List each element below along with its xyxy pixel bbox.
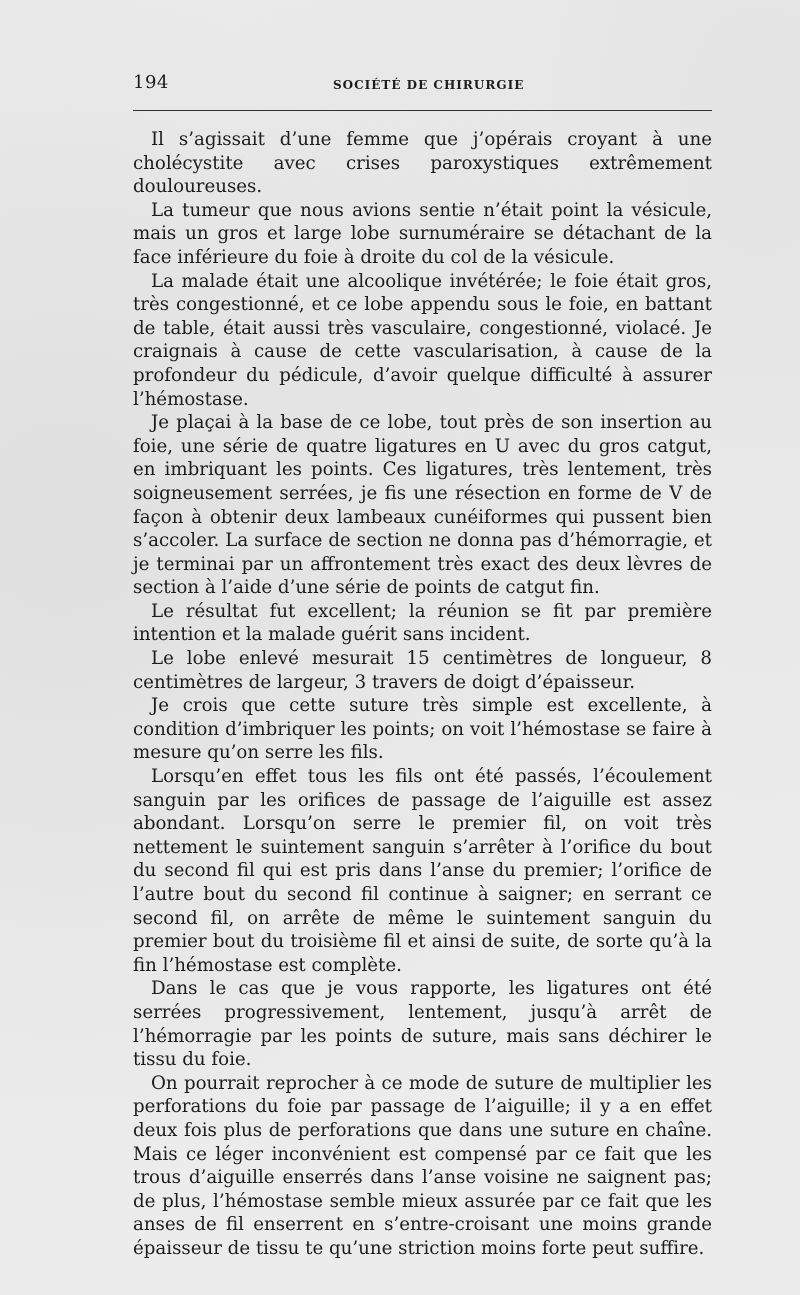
running-title: SOCIÉTÉ DE CHIRURGIE [333,78,525,92]
paragraph: La malade était une alcoolique invétérée; le foie était gros, très congestionné, et ce lobe appendu sous le foie, en battant de table, était aussi très vasculaire, congestionné, violacé. Je craignais à cause de cette vascularisation, à cause de la profondeur du pédicule, d’avoir quelque difficulté à assurer l’hémostase. [133,270,712,410]
paragraph: Le résultat fut excellent; la réunion se fit par première intention et la malade guérit sans incident. [133,600,712,646]
paragraph: La tumeur que nous avions sentie n’était point la vésicule, mais un gros et large lobe surnuméraire se détachant de la face inférieure du foie à droite du col de la vésicule. [133,199,712,268]
paragraph: Le lobe enlevé mesurait 15 centimètres de longueur, 8 centimètres de largeur, 3 travers de doigt d’épaisseur. [133,648,712,693]
paragraph: On pourrait reprocher à ce mode de suture de multiplier les perforations du foie par passage de l’aiguille; il y a en effet deux fois plus de perforations que dans une suture en chaîne. Mais ce léger inconvénient est compensé par ce fait que les trous d’aiguille enserrés dans l’anse voisine ne saignent pas; de plus, l’hémostase semble mieux assurée par ce fait que les anses de fil enserrent en s’entre-croisant une moins grande épaisseur de tissu te qu’une striction moins forte peut suffire. [133,1072,712,1259]
paragraph: Il s’agissait d’une femme que j’opérais croyant à une cholécystite avec crises paroxystiques extrêmement douloureuses. [133,129,712,198]
page-number: 194 [133,72,169,93]
body-text [133,128,712,1261]
paragraph: Lorsqu’en effet tous les fils ont été passés, l’écoulement sanguin par les orifices de passage de l’aiguille est assez abondant. Lorsqu’on serre le premier fil, on voit très nettement le suintement sanguin s’arrêter à l’orifice du bout du second fil qui est pris dans l’anse du premier; l’orifice de l’autre bout du second fil continue à saigner; en serrant ce second fil, on arrête de même le suintement sanguin du premier bout du troisième fil et ainsi de suite, de sorte qu’à la fin l’hémostase est complète. [133,766,712,976]
paragraph: Dans le cas que je vous rapporte, les ligatures ont été serrées progressivement, lentement, jusqu’à arrêt de l’hémorragie par les points de suture, mais sans déchirer le tissu du foie. [133,978,712,1071]
page-header [133,70,712,102]
paragraph: Je plaçai à la base de ce lobe, tout près de son insertion au foie, une série de quatre ligatures en U avec du gros catgut, en imbriquant les points. Ces ligatures, très lentement, très soigneusement serrées, je fis une résection en forme de V de façon à obtenir deux lambeaux cunéiformes qui pussent bien s’accoler. La surface de section ne donna pas d’hémorragie, et je terminai par un affrontement très exact des deux lèvres de section à l’aide d’une série de points de catgut fin. [133,412,712,599]
header-divider [133,110,712,111]
paragraph: Je crois que cette suture très simple est excellente, à condition d’imbriquer les points; on voit l’hémostase se faire à mesure qu’on serre les fils. [133,695,712,764]
